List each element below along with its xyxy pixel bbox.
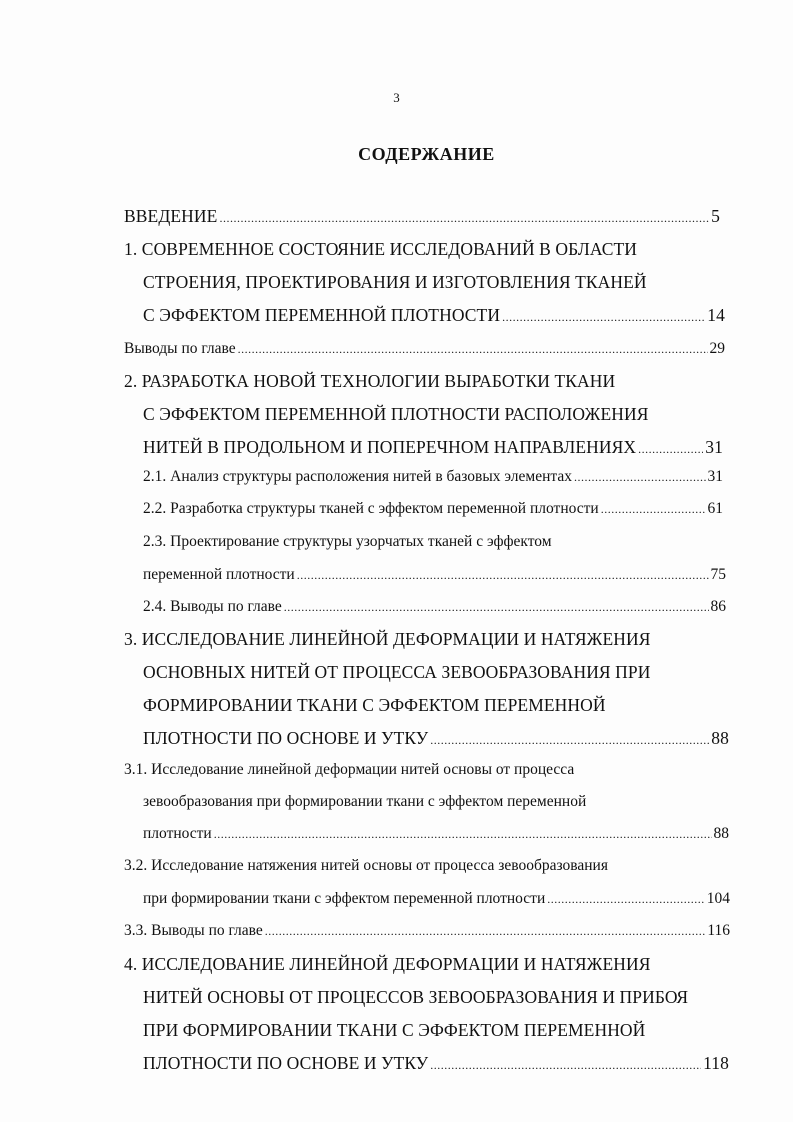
toc-chapter-1-line-1[interactable]: 1. СОВРЕМЕННОЕ СОСТОЯНИЕ ИССЛЕДОВАНИЙ В ОБЛАСТИ bbox=[124, 239, 637, 259]
leader-dots bbox=[430, 1058, 701, 1073]
leader-dots bbox=[297, 568, 709, 583]
toc-entry-intro[interactable]: ВВЕДЕНИЕ ..... 5 bbox=[124, 206, 720, 232]
toc-page-number: 31 bbox=[705, 437, 723, 457]
toc-chapter-4-line-3[interactable]: ПРИ ФОРМИРОВАНИИ ТКАНИ С ЭФФЕКТОМ ПЕРЕМЕННОЙ bbox=[143, 1020, 646, 1040]
toc-section-3-2-line-1[interactable]: 3.2. Исследование натяжения нитей основы от процесса зевообразования bbox=[124, 857, 608, 874]
toc-chapter-4-line-4[interactable]: ПЛОТНОСТИ ПО ОСНОВЕ И УТКУ ..... 118 bbox=[143, 1053, 729, 1079]
toc-page-number: 88 bbox=[713, 825, 729, 842]
toc-page-number: 5 bbox=[711, 206, 720, 226]
toc-section-3-1-line-1[interactable]: 3.1. Исследование линейной деформации нитей основы от процесса bbox=[124, 761, 575, 778]
toc-chapter-3-line-1[interactable]: 3. ИССЛЕДОВАНИЕ ЛИНЕЙНОЙ ДЕФОРМАЦИИ И НАТЯЖЕНИЯ bbox=[124, 629, 651, 649]
toc-section-2-3-line-2[interactable]: переменной плотности ..... 75 bbox=[143, 566, 726, 592]
toc-page-number: 31 bbox=[707, 468, 723, 485]
toc-page-number: 104 bbox=[706, 890, 730, 907]
leader-dots bbox=[284, 600, 709, 615]
toc-page-number: 61 bbox=[707, 500, 723, 517]
leader-dots bbox=[502, 310, 705, 325]
toc-chapter-2-line-1[interactable]: 2. РАЗРАБОТКА НОВОЙ ТЕХНОЛОГИИ ВЫРАБОТКИ ТКАНИ bbox=[124, 371, 616, 391]
toc-chapter-3-line-4[interactable]: ПЛОТНОСТИ ПО ОСНОВЕ И УТКУ ..... 88 bbox=[143, 728, 729, 754]
toc-section-2-3-line-1[interactable]: 2.3. Проектирование структуры узорчатых тканей с эффектом bbox=[143, 533, 552, 550]
toc-section-3-1-line-2[interactable]: зевообразования при формировании ткани с эффектом переменной bbox=[143, 793, 587, 810]
leader-dots bbox=[547, 892, 704, 907]
toc-section-3-1-line-3[interactable]: плотности ..... 88 bbox=[143, 825, 729, 851]
toc-entry-ch1-conclusions[interactable]: Выводы по главе ..... 29 bbox=[124, 340, 725, 366]
leader-dots bbox=[574, 470, 706, 485]
leader-dots bbox=[238, 342, 708, 357]
toc-section-2-2[interactable]: 2.2. Разработка структуры тканей с эффектом переменной плотности ..... 61 bbox=[143, 500, 723, 526]
leader-dots bbox=[638, 442, 703, 457]
toc-page-number: 86 bbox=[710, 598, 726, 615]
leader-dots bbox=[601, 502, 706, 517]
leader-dots bbox=[430, 733, 709, 748]
toc-chapter-1-line-3[interactable]: С ЭФФЕКТОМ ПЕРЕМЕННОЙ ПЛОТНОСТИ ..... 14 bbox=[143, 305, 725, 331]
toc-chapter-3-line-2[interactable]: ОСНОВНЫХ НИТЕЙ ОТ ПРОЦЕССА ЗЕВООБРАЗОВАНИЯ ПРИ bbox=[143, 662, 651, 682]
toc-page-number: 118 bbox=[703, 1053, 729, 1073]
leader-dots bbox=[265, 924, 706, 939]
toc-chapter-3-line-3[interactable]: ФОРМИРОВАНИИ ТКАНИ С ЭФФЕКТОМ ПЕРЕМЕННОЙ bbox=[143, 695, 606, 715]
toc-chapter-4-line-2[interactable]: НИТЕЙ ОСНОВЫ ОТ ПРОЦЕССОВ ЗЕВООБРАЗОВАНИЯ И ПРИБОЯ bbox=[143, 987, 689, 1007]
toc-section-2-4[interactable]: 2.4. Выводы по главе ..... 86 bbox=[143, 598, 726, 624]
toc-page-number: 75 bbox=[710, 566, 726, 583]
toc-section-3-2-line-2[interactable]: при формировании ткани с эффектом переменной плотности ..... 104 bbox=[143, 890, 730, 916]
page-title: СОДЕРЖАНИЕ bbox=[358, 144, 495, 164]
toc-chapter-1-line-2[interactable]: СТРОЕНИЯ, ПРОЕКТИРОВАНИЯ И ИЗГОТОВЛЕНИЯ ТКАНЕЙ bbox=[143, 272, 647, 292]
toc-chapter-4-line-1[interactable]: 4. ИССЛЕДОВАНИЕ ЛИНЕЙНОЙ ДЕФОРМАЦИИ И НАТЯЖЕНИЯ bbox=[124, 954, 651, 974]
toc-page-number: 14 bbox=[707, 305, 725, 325]
toc-page-number: 116 bbox=[707, 922, 730, 939]
toc-page-number: 88 bbox=[711, 728, 729, 748]
toc-chapter-2-line-3[interactable]: НИТЕЙ В ПРОДОЛЬНОМ И ПОПЕРЕЧНОМ НАПРАВЛЕНИЯХ ..... 31 bbox=[143, 437, 723, 463]
toc-chapter-2-line-2[interactable]: С ЭФФЕКТОМ ПЕРЕМЕННОЙ ПЛОТНОСТИ РАСПОЛОЖЕНИЯ bbox=[143, 404, 649, 424]
toc-section-2-1[interactable]: 2.1. Анализ структуры расположения нитей в базовых элементах ..... 31 bbox=[143, 468, 723, 494]
leader-dots bbox=[219, 211, 709, 226]
page-number: 3 bbox=[393, 90, 400, 105]
leader-dots bbox=[214, 827, 712, 842]
toc-page-number: 29 bbox=[709, 340, 725, 357]
toc-section-3-3[interactable]: 3.3. Выводы по главе ..... 116 bbox=[124, 922, 730, 948]
